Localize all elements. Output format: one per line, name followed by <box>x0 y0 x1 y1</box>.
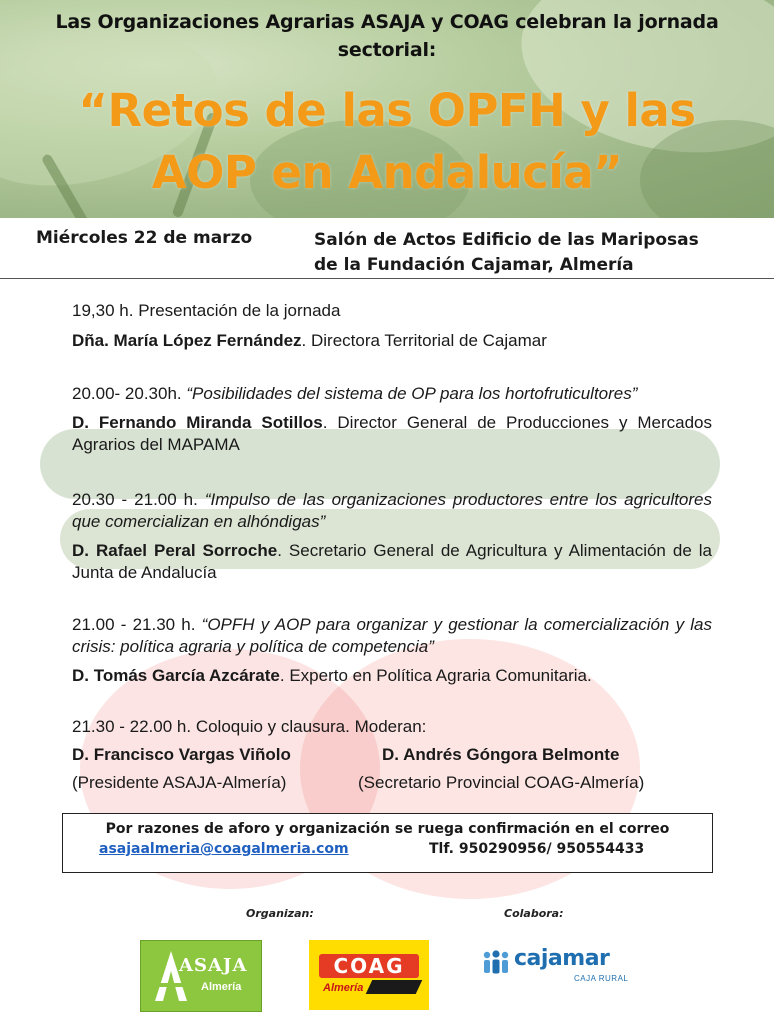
program-text: “Posibilidades del sistema de OP para los hortofruticultores” <box>186 384 638 403</box>
program-speaker-line <box>72 412 712 456</box>
program-text: “Impulso de las organizaciones productores entre los agricultores que comercializan en alhóndigas” <box>72 490 712 531</box>
asaja-city: Almería <box>201 981 242 993</box>
confirmation-notice <box>62 813 713 873</box>
date-venue-band <box>0 218 774 279</box>
venue-line-1: Salón de Actos Edificio de las Mariposas <box>314 230 699 250</box>
program-text: “OPFH y AOP para organizar y gestionar la comercialización y las crisis: política agraria y política de competencia” <box>72 615 712 656</box>
program-time: 21.00 - 21.30 h. <box>72 615 196 634</box>
coag-logo <box>309 940 429 1010</box>
event-title <box>10 80 764 204</box>
program-speaker-line <box>72 330 712 352</box>
moderators <box>72 744 712 800</box>
venue-line-2: de la Fundación Cajamar, Almería <box>314 255 634 275</box>
program-speaker-line <box>72 665 712 687</box>
contact-phone: Tlf. 950290956/ 950554433 <box>429 841 645 857</box>
moderator-name: D. Francisco Vargas Viñolo <box>72 745 291 764</box>
speaker-role: . Directora Territorial de Cajamar <box>301 331 547 350</box>
moderator-name: D. Andrés Góngora Belmonte <box>382 745 620 764</box>
program-time: 19,30 h. <box>72 301 134 320</box>
notice-text: Por razones de aforo y organización se ruega confirmación en el correo <box>105 821 670 837</box>
speaker-name: D. Rafael Peral Sorroche <box>72 541 278 560</box>
speaker-name: D. Tomás García Azcárate <box>72 666 280 685</box>
coag-name: COAG <box>319 954 419 978</box>
title-line-1: “Retos de las OPFH y las <box>78 84 696 137</box>
program-item <box>72 300 712 352</box>
asaja-name: ASAJA <box>179 955 248 976</box>
cajamar-logo <box>476 938 646 998</box>
program-time: 20.00- 20.30h. <box>72 384 182 403</box>
asaja-logo <box>140 940 262 1012</box>
program-time: 21.30 - 22.00 h. <box>72 717 192 736</box>
program-text: Coloquio y clausura. Moderan: <box>195 717 427 736</box>
speaker-role: . Experto en Política Agraria Comunitaria. <box>279 666 592 685</box>
contact-email-link[interactable]: asajaalmeria@coagalmeria.com <box>99 841 349 857</box>
event-venue <box>314 228 699 278</box>
speaker-name: D. Fernando Miranda Sotillos <box>72 413 323 432</box>
program-item <box>72 716 712 800</box>
event-date: Miércoles 22 de marzo <box>36 228 253 248</box>
cajamar-people-icon <box>482 950 510 974</box>
program-speaker-line <box>72 540 712 584</box>
title-line-2: AOP en Andalucía” <box>151 146 623 199</box>
moderator-role: (Presidente ASAJA-Almería) <box>72 773 287 792</box>
program-heading <box>72 300 712 322</box>
program-heading <box>72 383 712 405</box>
program-heading <box>72 614 712 658</box>
moderator <box>72 744 291 794</box>
program-heading <box>72 489 712 533</box>
moderator <box>358 744 718 794</box>
program-heading <box>72 716 712 738</box>
moderator-role: (Secretario Provincial COAG-Almería) <box>358 773 645 792</box>
collaborate-label: Colabora: <box>504 907 564 920</box>
intro-text: Las Organizaciones Agrarias ASAJA y COAG celebran la jornada sectorial: <box>55 11 719 61</box>
speaker-name: Dña. María López Fernández <box>72 331 302 350</box>
header-banner <box>0 0 774 218</box>
program-section <box>0 279 774 899</box>
coag-stripe <box>366 980 423 994</box>
cajamar-sub: CAJA RURAL <box>574 974 629 983</box>
program-item <box>72 614 712 687</box>
speaker-role: . Secretario General de Agricultura y Alimentación de la Junta de Andalucía <box>72 541 712 582</box>
coag-city: Almería <box>323 982 364 994</box>
organize-label: Organizan: <box>246 907 314 920</box>
program-item <box>72 383 712 456</box>
speaker-role: . Director General de Producciones y Mercados Agrarios del MAPAMA <box>72 413 713 454</box>
program-text: Presentación de la jornada <box>138 301 341 320</box>
program-item <box>72 489 712 584</box>
cajamar-name: cajamar <box>514 946 610 971</box>
program-time: 20.30 - 21.00 h. <box>72 490 198 509</box>
